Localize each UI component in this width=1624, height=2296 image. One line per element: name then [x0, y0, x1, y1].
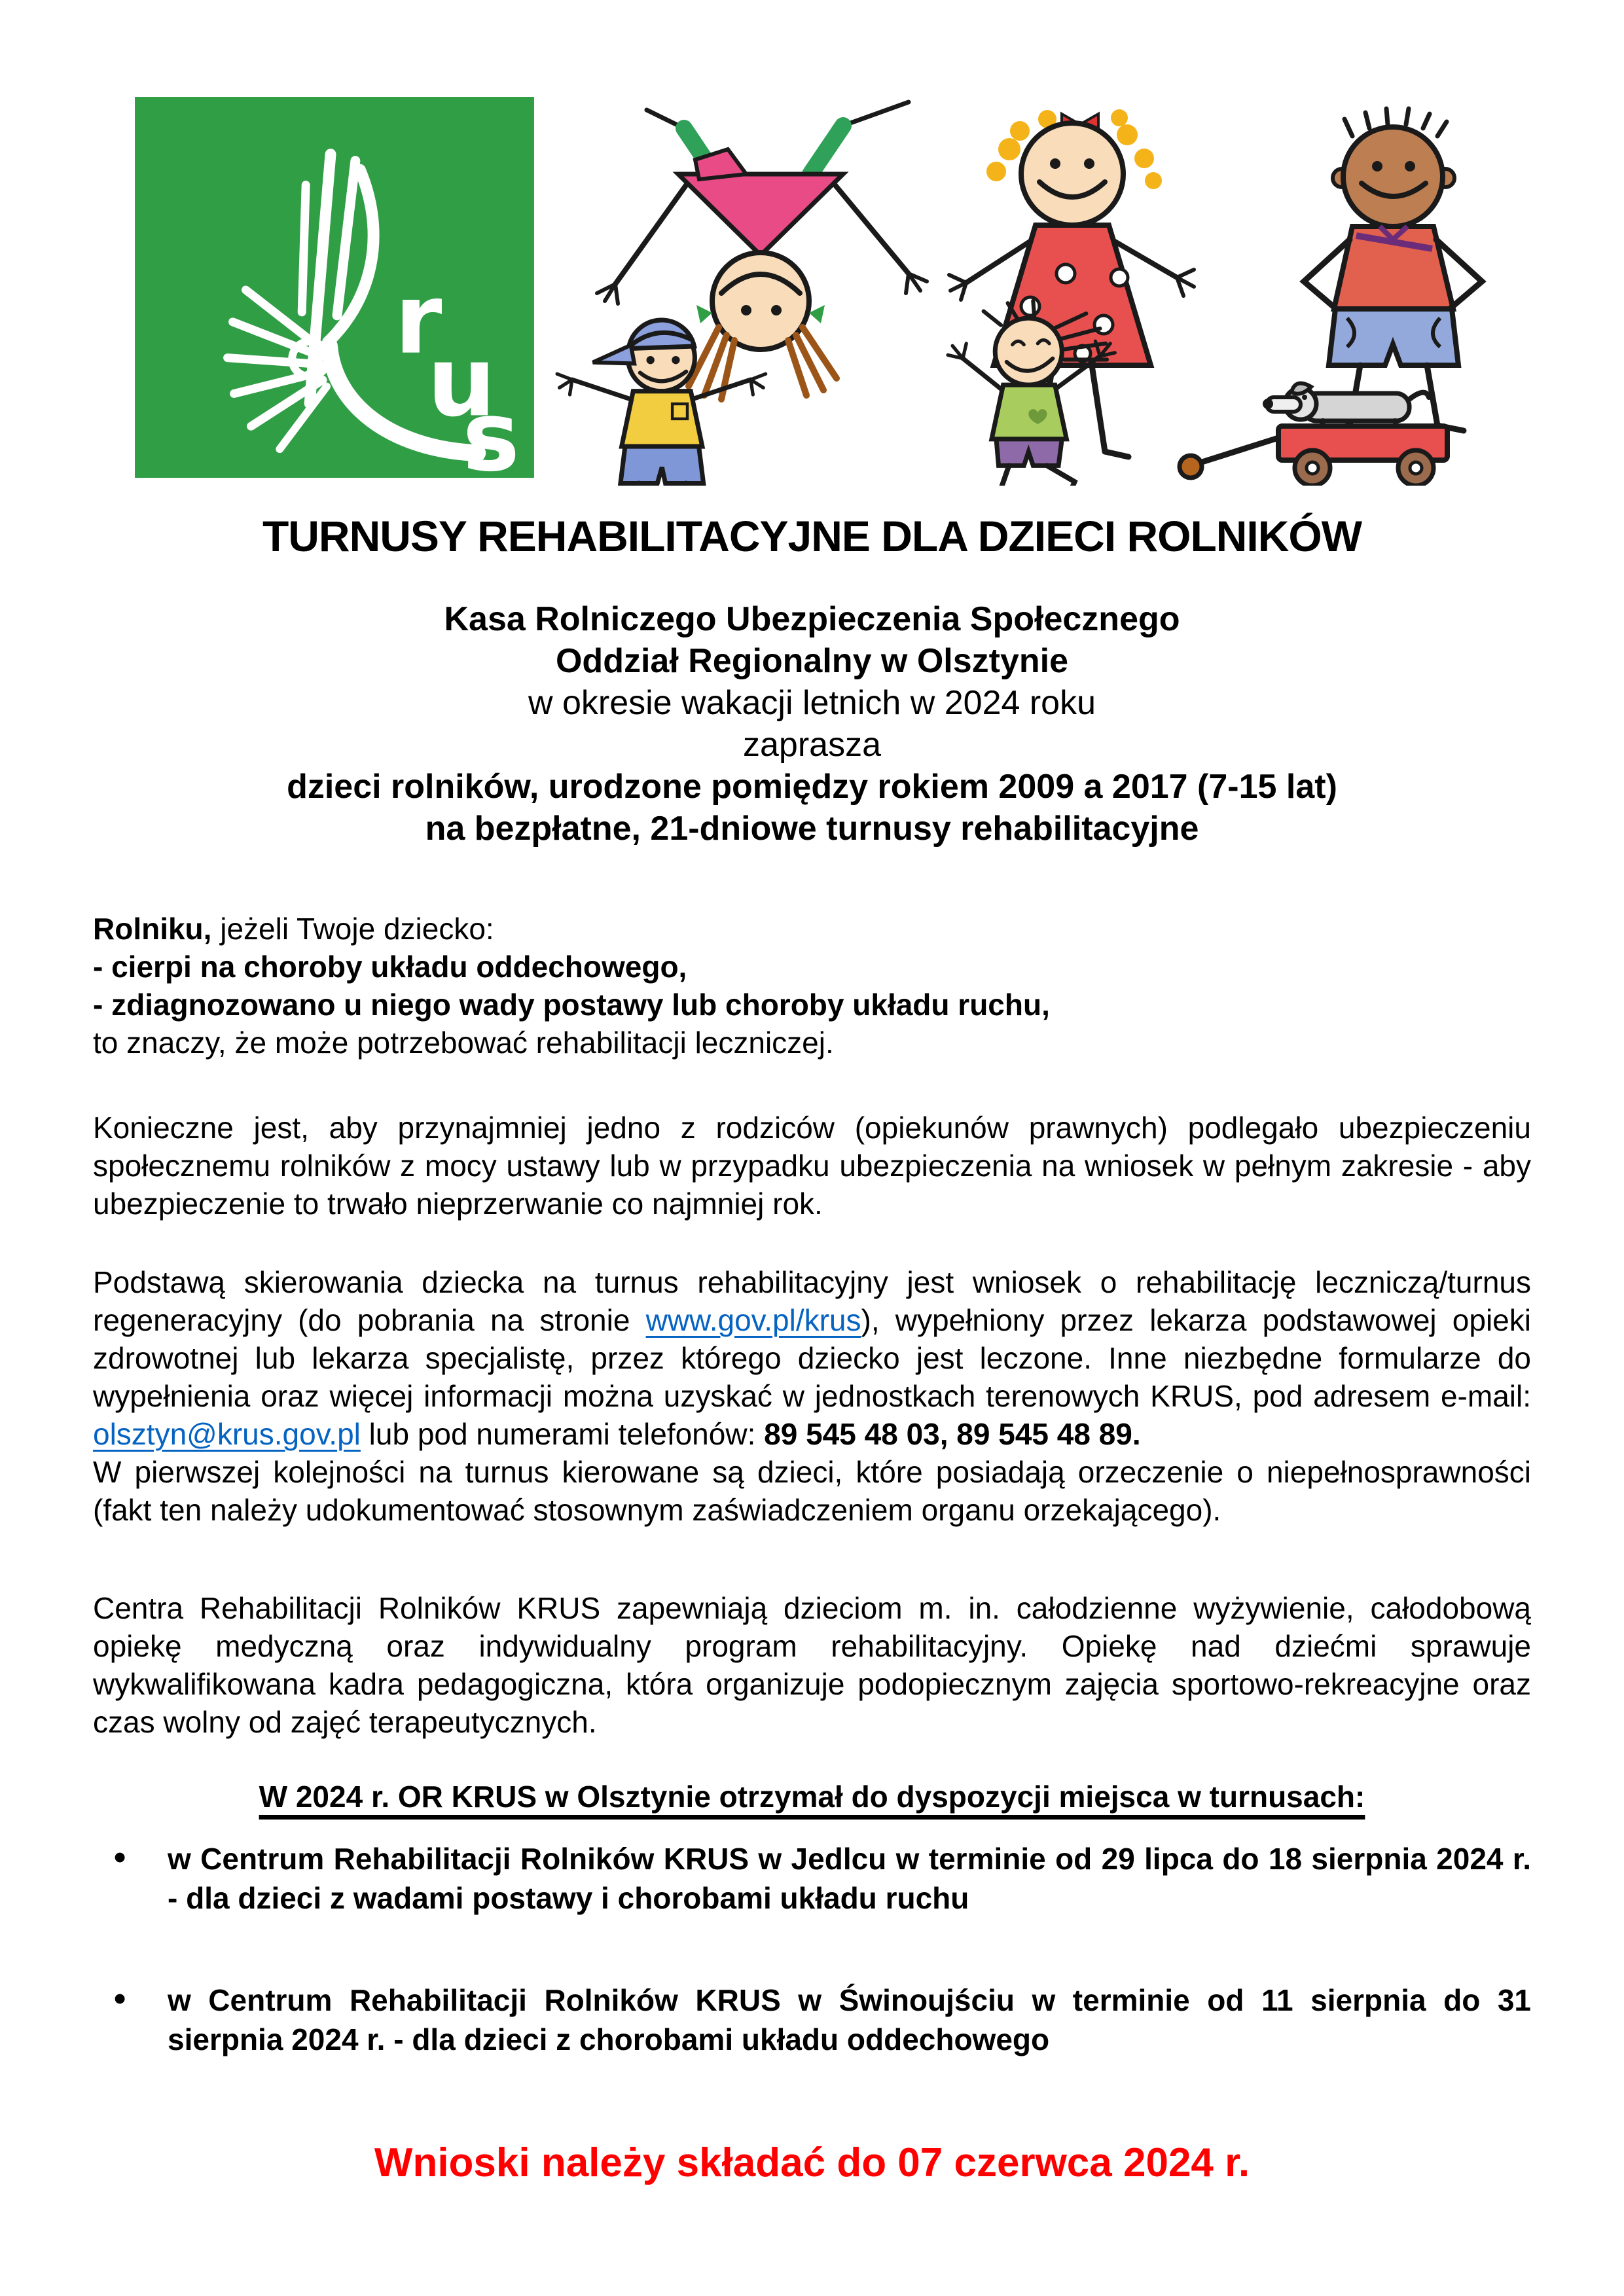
intro-invites: zaprasza: [743, 726, 881, 764]
paragraph-centers: Centra Rehabilitacji Rolników KRUS zapewniają dzieciom m. in. całodzienne wyżywienie, całodobową opiekę medyczną oraz indywidualny program rehabilitacyjny. Opiekę nad dziećmi sprawuje wykwalifikowana kadra pedagogiczna, która organizuje podopiecznym zajęcia sportowo-rekreacyjne oraz czas wolny od zajęć terapeutycznych.: [93, 1591, 1531, 1739]
intro-branch: Oddział Regionalny w Olsztynie: [555, 642, 1069, 680]
intro-offer: na bezpłatne, 21-dniowe turnusy rehabilitacyjne: [425, 810, 1199, 848]
turnus-item-swinoujscie: • w Centrum Rehabilitacji Rolników KRUS w Świnoujściu w terminie od 11 sierpnia do 31 sierpnia 2024 r. - dla dzieci z chorobami układu oddechowego: [93, 1981, 1531, 2059]
intro-target-group: dzieci rolników, urodzone pomiędzy rokiem 2009 a 2017 (7-15 lat): [287, 768, 1337, 806]
page-title: TURNUSY REHABILITACYJNE DLA DZIECI ROLNIKÓW: [262, 512, 1362, 560]
krus-logo: [135, 97, 534, 481]
conditions-lead-bold: Rolniku,: [93, 912, 212, 946]
intro-period: w okresie wakacji letnich w 2024 roku: [528, 684, 1096, 722]
conditions-lead-rest: jeżeli Twoje dziecko:: [211, 912, 494, 946]
turnusy-heading: [93, 1778, 1531, 1816]
deadline-notice: Wnioski należy składać do 07 czerwca 2024 r.: [374, 2140, 1250, 2185]
toy-dog-wagon-icon: [1180, 384, 1447, 486]
conditions-conclusion: to znaczy, że może potrzebować rehabilitacji leczniczej.: [93, 1026, 834, 1060]
child-boy-hands-on-hips-icon: [1304, 109, 1482, 431]
logo-letter-s: s: [462, 380, 520, 478]
paragraph-insurance: Konieczne jest, aby przynajmniej jedno z rodziców (opiekunów prawnych) podlegało ubezpieczeniu społecznemu rolników z mocy ustawy lub w przypadku ubezpieczenia na wniosek w pełnym zakresie - aby ubezpieczenie to trwało nieprzerwanie co najmniej rok.: [93, 1111, 1531, 1221]
application-text-3: lub pod numerami telefonów:: [360, 1417, 765, 1451]
condition-posture: - zdiagnozowano u niego wady postawy lub choroby układu ruchu,: [93, 988, 1050, 1022]
intro-org-name: Kasa Rolniczego Ubezpieczenia Społecznego: [444, 600, 1180, 638]
application-text-1: Podstawą skierowania dziecka na turnus rehabilitacyjny jest wniosek o rehabilitację leczniczą/turnus regeneracyjny (do pobrania na stronie: [93, 1265, 1531, 1337]
turnusy-list: [93, 1839, 1531, 2059]
gov-krus-link[interactable]: www.gov.pl/krus: [645, 1303, 861, 1337]
intro-block: [93, 598, 1531, 850]
children-illustration: [543, 85, 1525, 489]
child-girl-polka-dress-icon: [949, 109, 1194, 457]
header: [93, 97, 1531, 480]
turnusy-heading-text: W 2024 r. OR KRUS w Olsztynie otrzymał do dyspozycji miejsca w turnusach:: [259, 1780, 1365, 1814]
olsztyn-email-link[interactable]: olsztyn@krus.gov.pl: [93, 1417, 361, 1451]
condition-respiratory: - cierpi na choroby układu oddechowego,: [93, 950, 687, 984]
krus-logo-icon: [135, 97, 534, 478]
conditions-block: [93, 910, 1531, 1062]
application-text-2: ), wypełniony przez lekarza podstawowej opieki zdrowotnej lub lekarza specjalistę, przez którego dziecko jest leczone. Inne niezbędne formularze do wypełnienia oraz więcej informacji można uzyskać w jednostkach terenowych KRUS, pod adresem e-mail:: [93, 1303, 1531, 1413]
logo-letter-u: u: [427, 325, 496, 439]
phone-numbers: 89 545 48 03, 89 545 48 89.: [764, 1417, 1141, 1451]
turnus-item-jedlec: • w Centrum Rehabilitacji Rolników KRUS w Jedlcu w terminie od 29 lipca do 18 sierpnia 2024 r. - dla dzieci z wadami postawy i chorobami układu ruchu: [93, 1839, 1531, 1918]
logo-letter-r: r: [394, 262, 442, 376]
children-illustration-svg: [543, 85, 1525, 486]
conditions-lead: [93, 910, 1531, 948]
paragraph-priority: W pierwszej kolejności na turnus kierowane są dzieci, które posiadają orzeczenie o niepełnosprawności (fakt ten należy udokumentować stosownym zaświadczeniem organu orzekającego).: [93, 1455, 1531, 1527]
paragraph-application: [93, 1263, 1531, 1453]
